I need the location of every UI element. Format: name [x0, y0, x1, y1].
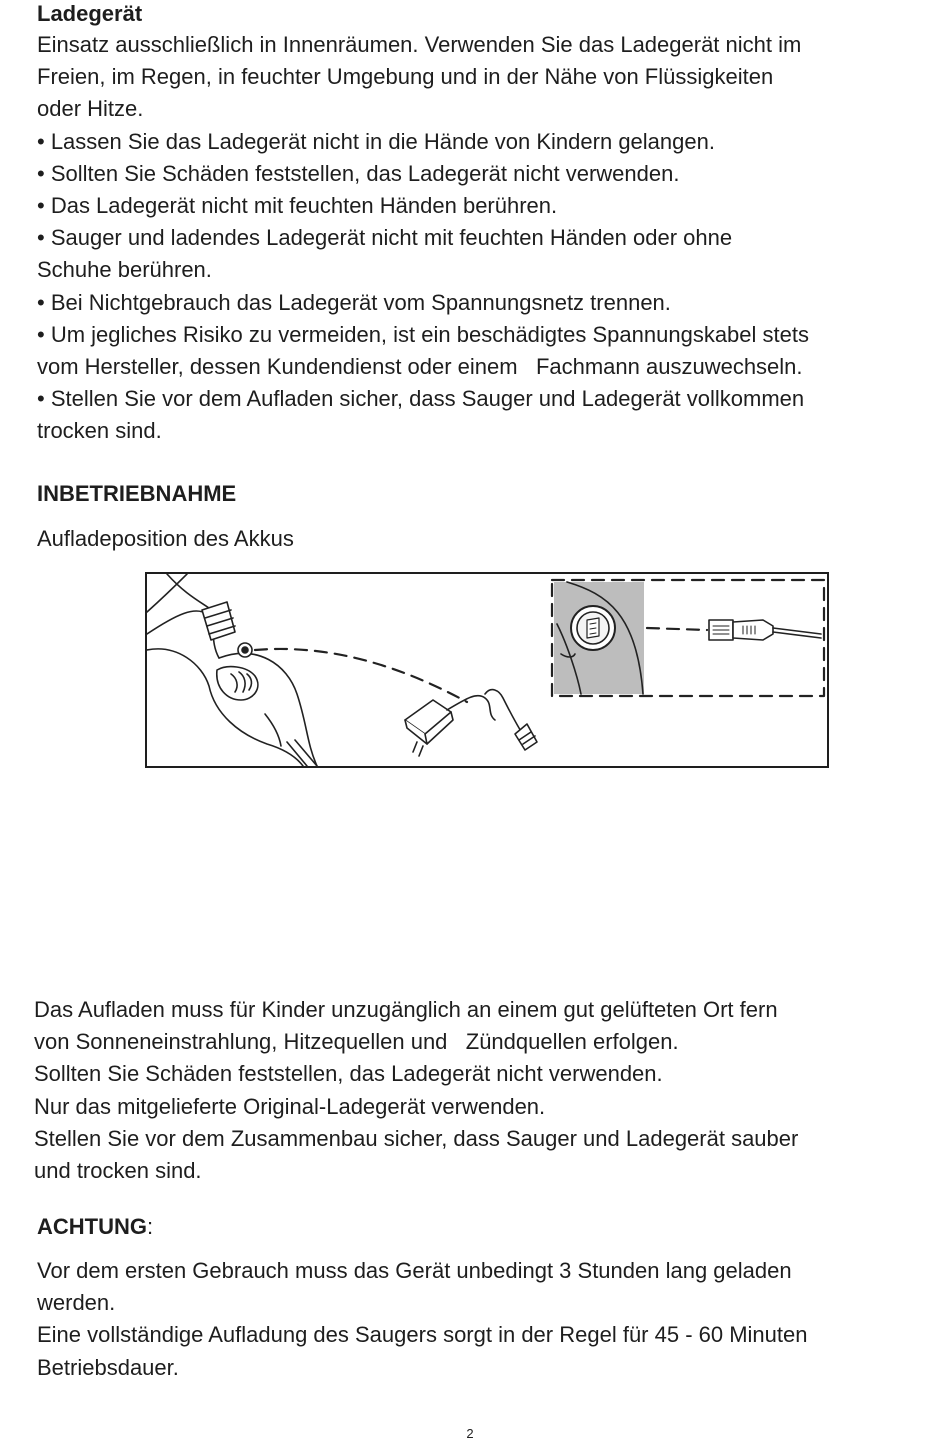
charger-line: trocken sind.: [37, 418, 162, 444]
plug-dashed-line: [647, 628, 707, 630]
achtung-line: werden.: [37, 1290, 116, 1316]
charger-bullet: • Um jegliches Risiko zu vermeiden, ist ein beschädigtes Spannungskabel stets: [37, 321, 809, 347]
charger-line: Einsatz ausschließlich in Innenräumen. Verwenden Sie das Ladegerät nicht im: [37, 32, 802, 57]
charging-port-detail: [554, 582, 644, 694]
charger-bullet: • Das Ladegerät nicht mit feuchten Händen berühren.: [37, 193, 558, 219]
note-line: von Sonneneinstrahlung, Hitzequellen und Zündquellen erfolgen.: [34, 1029, 679, 1055]
charger-bullet: • Sauger und ladendes Ladegerät nicht mit feuchten Händen oder ohne: [37, 225, 733, 251]
note-line: und trocken sind.: [34, 1158, 202, 1184]
charging-illustration: [145, 572, 829, 768]
achtung-line: Eine vollständige Aufladung des Saugers sorgt in der Regel für 45 - 60 Minuten: [37, 1322, 808, 1348]
note-line: Das Aufladen muss für Kinder unzugänglich an einem gut gelüfteten Ort fern: [34, 997, 778, 1022]
charger-adapter-illustration: [405, 690, 537, 756]
start-subtitle: Aufladeposition des Akkus: [37, 526, 294, 551]
achtung-colon: :: [147, 1214, 154, 1239]
start-heading: INBETRIEBNAHME: [37, 481, 237, 506]
charging-notes: [34, 994, 914, 1187]
vacuum-illustration: [147, 574, 317, 766]
note-line: Nur das mitgelieferte Original-Ladegerät verwenden.: [34, 1093, 546, 1119]
achtung-line: Vor dem ersten Gebrauch muss das Gerät unbedingt 3 Stunden lang geladen: [37, 1258, 792, 1283]
note-line: Sollten Sie Schäden feststellen, das Ladegerät nicht verwenden.: [34, 1061, 663, 1087]
charger-bullet: • Bei Nichtgebrauch das Ladegerät vom Spannungsnetz trennen.: [37, 289, 671, 315]
achtung-heading: [37, 1213, 917, 1241]
achtung-line: Betriebsdauer.: [37, 1354, 179, 1380]
charger-line: oder Hitze.: [37, 96, 144, 122]
charger-plug-illustration: [709, 620, 821, 640]
note-line: Stellen Sie vor dem Zusammenbau sicher, dass Sauger und Ladegerät sauber: [34, 1125, 799, 1151]
charger-bullet: • Stellen Sie vor dem Aufladen sicher, dass Sauger und Ladegerät vollkommen: [37, 386, 805, 412]
charger-line: Freien, im Regen, in feuchter Umgebung und in der Nähe von Flüssigkeiten: [37, 64, 774, 90]
achtung-label: ACHTUNG: [37, 1214, 147, 1239]
charger-line: vom Hersteller, dessen Kundendienst oder einem Fachmann auszuwechseln.: [37, 354, 803, 380]
page-number: 2: [466, 1426, 474, 1441]
charger-heading: Ladegerät: [37, 1, 143, 26]
charger-line: Schuhe berühren.: [37, 257, 212, 283]
achtung-text: [37, 1255, 917, 1384]
charger-text: [37, 29, 917, 448]
charger-bullet: • Lassen Sie das Ladegerät nicht in die Hände von Kindern gelangen.: [37, 128, 715, 154]
charger-bullet: • Sollten Sie Schäden feststellen, das Ladegerät nicht verwenden.: [37, 160, 680, 186]
